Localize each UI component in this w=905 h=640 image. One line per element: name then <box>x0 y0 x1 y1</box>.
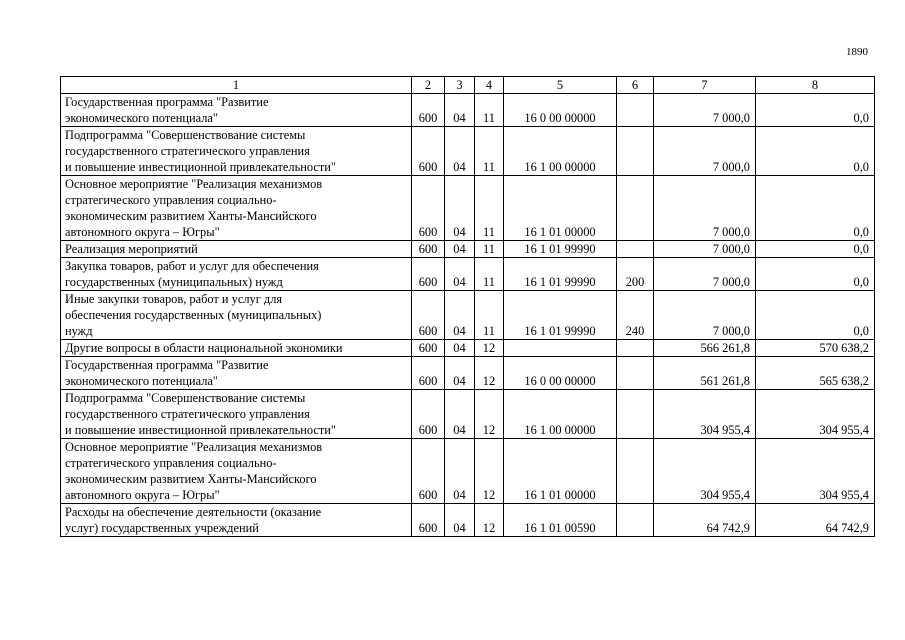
amount-year-1-cell: 7 000,0 <box>654 258 756 291</box>
target-article-cell: 16 0 00 00000 <box>504 94 617 127</box>
header-cell-6: 6 <box>617 77 654 94</box>
subsection-code-cell: 12 <box>475 390 504 439</box>
section-code-cell: 04 <box>445 94 475 127</box>
target-article-cell <box>504 340 617 357</box>
amount-year-2-cell: 0,0 <box>756 291 875 340</box>
header-cell-3: 3 <box>445 77 475 94</box>
amount-year-2-cell: 570 638,2 <box>756 340 875 357</box>
target-article-cell: 16 1 00 00000 <box>504 127 617 176</box>
amount-year-1-cell: 7 000,0 <box>654 94 756 127</box>
ministry-code-cell: 600 <box>412 357 445 390</box>
subsection-code-cell: 12 <box>475 340 504 357</box>
row-name-cell: Другие вопросы в области национальной экономики <box>61 340 412 357</box>
expense-type-cell <box>617 340 654 357</box>
target-article-cell: 16 0 00 00000 <box>504 357 617 390</box>
amount-year-1-cell: 304 955,4 <box>654 439 756 504</box>
amount-year-2-cell: 0,0 <box>756 176 875 241</box>
row-name-cell: Основное мероприятие "Реализация механизмов стратегического управления социально- экономическим развитием Ханты-Мансийского автономного округа – Югры" <box>61 439 412 504</box>
page-number: 1890 <box>846 46 868 58</box>
table-row <box>61 127 875 176</box>
header-cell-4: 4 <box>475 77 504 94</box>
amount-year-1-cell: 7 000,0 <box>654 127 756 176</box>
expense-type-cell: 200 <box>617 258 654 291</box>
row-name-cell: Иные закупки товаров, работ и услуг для обеспечения государственных (муниципальных) нужд <box>61 291 412 340</box>
amount-year-2-cell: 304 955,4 <box>756 439 875 504</box>
expense-type-cell <box>617 504 654 537</box>
subsection-code-cell: 12 <box>475 439 504 504</box>
expense-type-cell <box>617 127 654 176</box>
subsection-code-cell: 11 <box>475 94 504 127</box>
target-article-cell: 16 1 01 00000 <box>504 439 617 504</box>
section-code-cell: 04 <box>445 127 475 176</box>
row-name-cell: Государственная программа "Развитие экономического потенциала" <box>61 357 412 390</box>
expense-type-cell <box>617 241 654 258</box>
amount-year-1-cell: 304 955,4 <box>654 390 756 439</box>
expense-type-cell <box>617 94 654 127</box>
expense-type-cell <box>617 390 654 439</box>
ministry-code-cell: 600 <box>412 439 445 504</box>
table-row <box>61 340 875 357</box>
amount-year-2-cell: 304 955,4 <box>756 390 875 439</box>
section-code-cell: 04 <box>445 390 475 439</box>
expense-type-cell: 240 <box>617 291 654 340</box>
section-code-cell: 04 <box>445 176 475 241</box>
ministry-code-cell: 600 <box>412 241 445 258</box>
header-cell-5: 5 <box>504 77 617 94</box>
ministry-code-cell: 600 <box>412 94 445 127</box>
table-row <box>61 357 875 390</box>
amount-year-2-cell: 0,0 <box>756 241 875 258</box>
ministry-code-cell: 600 <box>412 340 445 357</box>
target-article-cell: 16 1 00 00000 <box>504 390 617 439</box>
amount-year-1-cell: 7 000,0 <box>654 291 756 340</box>
section-code-cell: 04 <box>445 439 475 504</box>
table-body <box>61 94 875 537</box>
amount-year-1-cell: 7 000,0 <box>654 176 756 241</box>
subsection-code-cell: 11 <box>475 258 504 291</box>
table-row <box>61 241 875 258</box>
row-name-cell: Расходы на обеспечение деятельности (оказание услуг) государственных учреждений <box>61 504 412 537</box>
target-article-cell: 16 1 01 99990 <box>504 291 617 340</box>
target-article-cell: 16 1 01 99990 <box>504 241 617 258</box>
target-article-cell: 16 1 01 00000 <box>504 176 617 241</box>
amount-year-2-cell: 0,0 <box>756 127 875 176</box>
subsection-code-cell: 11 <box>475 291 504 340</box>
section-code-cell: 04 <box>445 291 475 340</box>
subsection-code-cell: 12 <box>475 504 504 537</box>
table-row <box>61 504 875 537</box>
ministry-code-cell: 600 <box>412 176 445 241</box>
amount-year-1-cell: 566 261,8 <box>654 340 756 357</box>
table-row <box>61 258 875 291</box>
row-name-cell: Государственная программа "Развитие экономического потенциала" <box>61 94 412 127</box>
table-row <box>61 439 875 504</box>
header-cell-7: 7 <box>654 77 756 94</box>
subsection-code-cell: 12 <box>475 357 504 390</box>
ministry-code-cell: 600 <box>412 258 445 291</box>
table-row <box>61 94 875 127</box>
expense-type-cell <box>617 357 654 390</box>
amount-year-2-cell: 0,0 <box>756 94 875 127</box>
amount-year-1-cell: 64 742,9 <box>654 504 756 537</box>
amount-year-1-cell: 7 000,0 <box>654 241 756 258</box>
header-cell-1: 1 <box>61 77 412 94</box>
table-row <box>61 390 875 439</box>
ministry-code-cell: 600 <box>412 127 445 176</box>
target-article-cell: 16 1 01 00590 <box>504 504 617 537</box>
row-name-cell: Закупка товаров, работ и услуг для обеспечения государственных (муниципальных) нужд <box>61 258 412 291</box>
row-name-cell: Реализация мероприятий <box>61 241 412 258</box>
subsection-code-cell: 11 <box>475 176 504 241</box>
subsection-code-cell: 11 <box>475 127 504 176</box>
row-name-cell: Основное мероприятие "Реализация механизмов стратегического управления социально- экономическим развитием Ханты-Мансийского автономного округа – Югры" <box>61 176 412 241</box>
header-cell-2: 2 <box>412 77 445 94</box>
budget-table <box>60 76 875 537</box>
expense-type-cell <box>617 439 654 504</box>
row-name-cell: Подпрограмма "Совершенствование системы государственного стратегического управления и повышение инвестиционной привлекательности" <box>61 390 412 439</box>
header-cell-8: 8 <box>756 77 875 94</box>
ministry-code-cell: 600 <box>412 504 445 537</box>
section-code-cell: 04 <box>445 241 475 258</box>
section-code-cell: 04 <box>445 357 475 390</box>
subsection-code-cell: 11 <box>475 241 504 258</box>
ministry-code-cell: 600 <box>412 390 445 439</box>
amount-year-2-cell: 64 742,9 <box>756 504 875 537</box>
target-article-cell: 16 1 01 99990 <box>504 258 617 291</box>
section-code-cell: 04 <box>445 340 475 357</box>
table-row <box>61 291 875 340</box>
ministry-code-cell: 600 <box>412 291 445 340</box>
table-row <box>61 176 875 241</box>
expense-type-cell <box>617 176 654 241</box>
amount-year-2-cell: 0,0 <box>756 258 875 291</box>
section-code-cell: 04 <box>445 504 475 537</box>
amount-year-1-cell: 561 261,8 <box>654 357 756 390</box>
row-name-cell: Подпрограмма "Совершенствование системы государственного стратегического управления и повышение инвестиционной привлекательности" <box>61 127 412 176</box>
header-row <box>61 77 875 94</box>
section-code-cell: 04 <box>445 258 475 291</box>
amount-year-2-cell: 565 638,2 <box>756 357 875 390</box>
